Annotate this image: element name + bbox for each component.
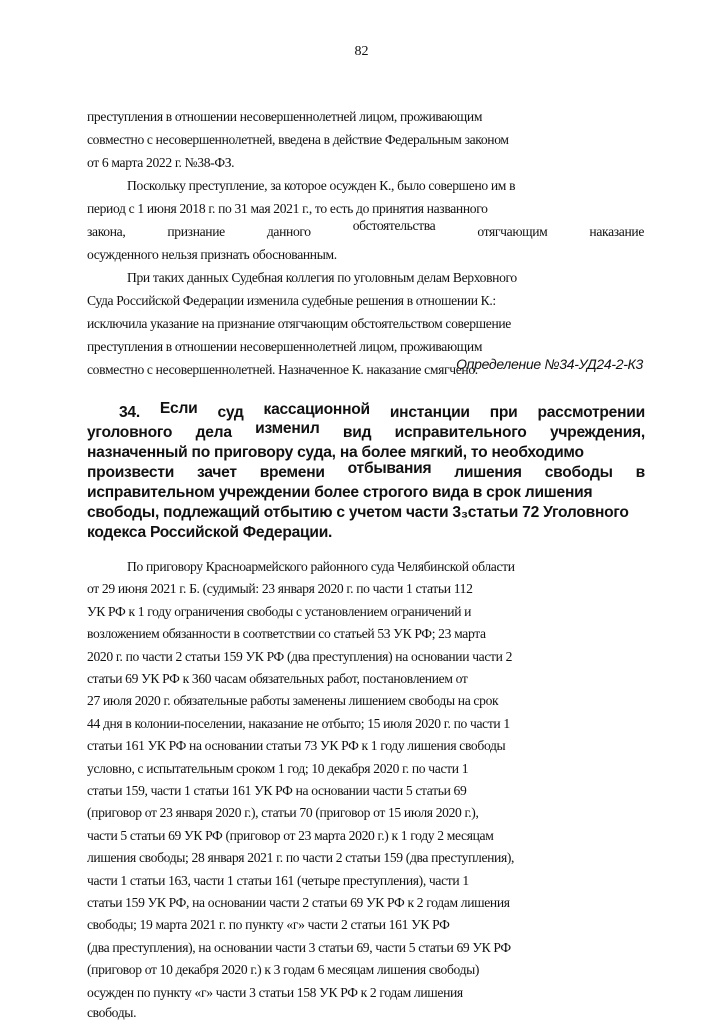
- heading-line: кодекса Российской Федерации.: [87, 524, 333, 541]
- heading-line: [87, 420, 645, 442]
- paragraph4-line: По приговору Красноармейского районного суда Челябинской области: [127, 559, 515, 574]
- paragraph1-line: преступления в отношении несовершеннолетней лицом, проживающим: [87, 109, 483, 124]
- paragraph3-line: Суда Российской Федерации изменила судебные решения в отношении К.:: [87, 293, 496, 308]
- paragraph4-line: статьи 161 УК РФ на основании статьи 73 УК РФ к 1 году лишения свободы: [87, 738, 506, 754]
- paragraph3-line: преступления в отношении несовершеннолетней лицом, проживающим: [87, 339, 483, 354]
- paragraph2-line: Поскольку преступление, за которое осужден К., было совершено им в: [127, 178, 516, 193]
- paragraph2-line: период с 1 июня 2018 г. по 31 мая 2021 г., то есть до принятия названного: [87, 201, 488, 216]
- word: произвести: [87, 464, 175, 481]
- paragraph4-line: 2020 г. по части 2 статьи 159 УК РФ (два преступления) на основании части 2: [87, 648, 513, 664]
- paragraph4-line: свободы; 19 марта 2021 г. по пункту «г» части 2 статьи 161 УК РФ: [87, 917, 450, 933]
- page-number: 82: [354, 44, 369, 59]
- paragraph4-line: УК РФ к 1 году ограничения свободы с установлением ограничений и: [87, 603, 472, 619]
- word: суд: [217, 404, 244, 421]
- paragraph1-line: от 6 марта 2022 г. №38-ФЗ.: [87, 155, 235, 170]
- word: признание: [167, 224, 225, 239]
- word: данного: [266, 224, 311, 239]
- paragraph4-line: свободы.: [87, 1005, 137, 1020]
- paragraph4-line: лишения свободы; 28 января 2021 г. по части 2 статьи 159 (два преступления),: [87, 850, 515, 866]
- word: кассационной: [263, 401, 370, 418]
- word: зачет: [197, 464, 237, 481]
- word: инстанции: [389, 404, 470, 421]
- word: свободы: [544, 464, 613, 481]
- word: обстоятельства: [352, 218, 436, 233]
- paragraph2-justified-line: [87, 214, 644, 239]
- word: закона,: [87, 224, 126, 239]
- word: Если: [159, 400, 198, 417]
- word: дела: [195, 424, 232, 441]
- paragraph3-line: исключила указание на признание отягчающим обстоятельством совершение: [87, 316, 511, 331]
- heading-line: [87, 460, 645, 482]
- word: изменил: [255, 420, 320, 437]
- word: учреждения,: [549, 424, 645, 441]
- paragraph4-line: (приговор от 23 января 2020 г.), статьи 70 (приговор от 15 июля 2020 г.),: [87, 805, 479, 821]
- word: рассмотрении: [537, 404, 645, 421]
- heading-line: [87, 400, 645, 422]
- paragraph4-line: части 1 статьи 163, части 1 статьи 161 (четыре преступления), части 1: [87, 872, 469, 888]
- paragraph4-line: 44 дня в колонии-поселении, наказание не отбыто; 15 июля 2020 г. по части 1: [87, 715, 510, 731]
- paragraph4-line: статьи 69 УК РФ к 360 часам обязательных работ, постановлением от: [87, 671, 468, 686]
- paragraph1-line: совместно с несовершеннолетней, введена в действие Федеральным законом: [87, 132, 509, 147]
- heading-line: свободы, подлежащий отбытию с учетом части 3₃статьи 72 Уголовного: [87, 504, 629, 521]
- word: времени: [259, 464, 325, 481]
- case-citation: Определение №34-УД24-2-К3: [456, 356, 643, 372]
- paragraph2-line: осужденного нельзя признать обоснованным.: [87, 247, 337, 262]
- paragraph4-line: (приговор от 10 декабря 2020 г.) к 3 годам 6 месяцам лишения свободы): [87, 962, 480, 978]
- word: наказание: [589, 224, 644, 239]
- paragraph4-line: статьи 159, части 1 статьи 161 УК РФ на основании части 5 статьи 69: [87, 783, 467, 798]
- heading-line: исправительном учреждении более строгого вида в срок лишения: [87, 484, 593, 501]
- paragraph4-line: возложением обязанности в соответствии со статьей 53 УК РФ; 23 марта: [87, 626, 486, 642]
- word: отбывания: [347, 460, 432, 477]
- word: в: [635, 464, 645, 481]
- word: исправительного: [394, 424, 527, 441]
- paragraph4-line: осужден по пункту «г» части 3 статьи 158 УК РФ к 2 годам лишения: [87, 984, 463, 1000]
- heading-line: назначенный по приговору суда, на более мягкий, то необходимо: [87, 444, 584, 461]
- word: уголовного: [87, 424, 173, 441]
- paragraph4-line: части 5 статьи 69 УК РФ (приговор от 23 марта 2020 г.) к 1 году 2 месяцам: [87, 827, 494, 843]
- paragraph3-line: При таких данных Судебная коллегия по уголовным делам Верховного: [127, 270, 517, 285]
- word: вид: [342, 424, 372, 441]
- paragraph4-line: (два преступления), на основании части 3 статьи 69, части 5 статьи 69 УК РФ: [87, 939, 511, 955]
- word: при: [489, 404, 518, 421]
- word: 34.: [119, 404, 140, 421]
- paragraph4-line: 27 июля 2020 г. обязательные работы заменены лишением свободы на срок: [87, 693, 499, 709]
- word: лишения: [454, 464, 522, 481]
- word: отягчающим: [477, 224, 548, 239]
- paragraph3-line: совместно с несовершеннолетней. Назначенное К. наказание смягчено.: [87, 362, 478, 377]
- paragraph4-line: статьи 159 УК РФ, на основании части 2 статьи 69 УК РФ к 2 годам лишения: [87, 895, 510, 910]
- paragraph4-line: условно, с испытательным сроком 1 год; 10 декабря 2020 г. по части 1: [87, 760, 469, 776]
- paragraph4-line: от 29 июня 2021 г. Б. (судимый: 23 января 2020 г. по части 1 статьи 112: [87, 581, 473, 597]
